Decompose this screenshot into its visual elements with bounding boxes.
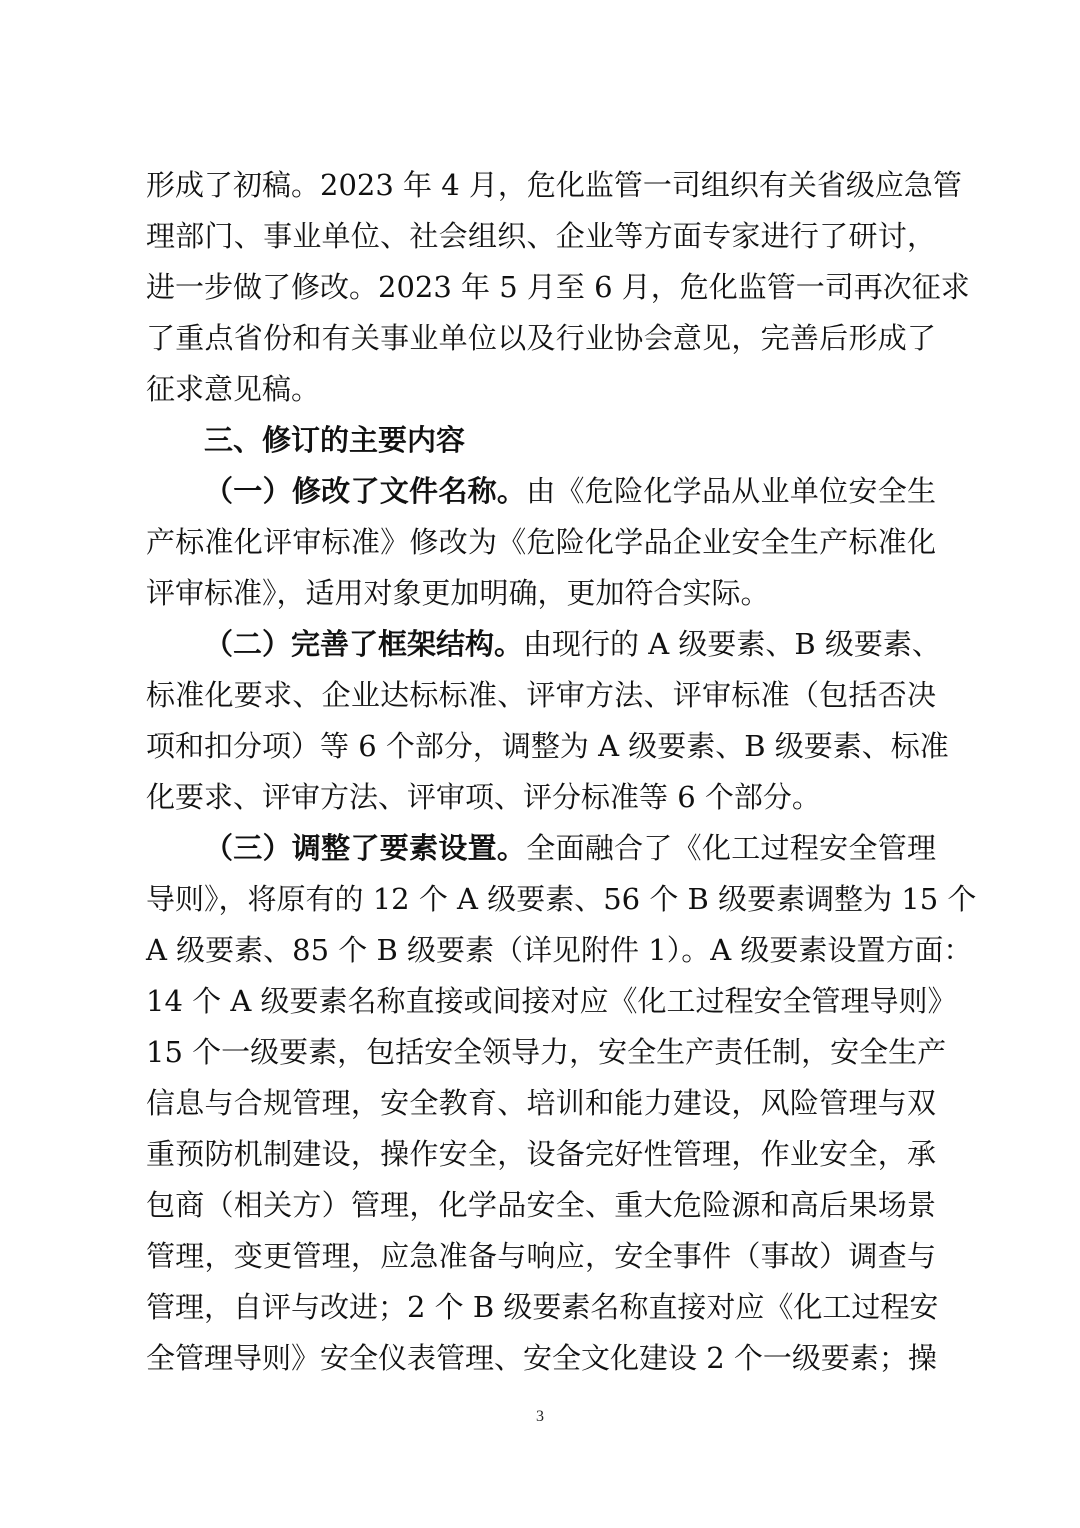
- text-line: 15 个一级要素，包括安全领导力，安全生产责任制，安全生产: [146, 1035, 947, 1069]
- text-line: [146, 619, 941, 670]
- text-line: 信息与合规管理，安全教育、培训和能力建设，风险管理与双: [146, 1086, 936, 1120]
- item-title: （二）完善了框架结构。: [204, 627, 524, 661]
- document-body: [146, 160, 977, 1384]
- text-line: 评审标准》，适用对象更加明确，更加符合实际。: [146, 576, 770, 610]
- section-heading: 三、修订的主要内容: [204, 423, 466, 457]
- text-line: 管理，自评与改进；2 个 B 级要素名称直接对应《化工过程安: [146, 1290, 939, 1324]
- text-line: [146, 823, 936, 874]
- paragraph-item-1: [146, 466, 936, 619]
- text-line: 包商（相关方）管理，化学品安全、重大危险源和高后果场景: [146, 1188, 936, 1222]
- item-text: 由现行的 A 级要素、B 级要素、: [523, 627, 941, 661]
- paragraph-item-2: [146, 619, 949, 823]
- text-line: 了重点省份和有关事业单位以及行业协会意见，完善后形成了: [146, 321, 936, 355]
- text-line: 理部门、事业单位、社会组织、企业等方面专家进行了研讨，: [146, 219, 936, 253]
- item-text: 由《危险化学品从业单位安全生: [526, 474, 936, 508]
- item-text: 全面融合了《化工过程安全管理: [526, 831, 936, 865]
- text-line: 全管理导则》安全仪表管理、安全文化建设 2 个一级要素；操: [146, 1341, 937, 1375]
- text-line: 化要求、评审方法、评审项、评分标准等 6 个部分。: [146, 780, 821, 814]
- text-line: 导则》，将原有的 12 个 A 级要素、56 个 B 级要素调整为 15 个: [146, 882, 977, 916]
- text-line: A 级要素、85 个 B 级要素（详见附件 1）。A 级要素设置方面：: [146, 933, 973, 967]
- text-line: 管理，变更管理，应急准备与响应，安全事件（事故）调查与: [146, 1239, 936, 1273]
- text-line: 产标准化评审标准》修改为《危险化学品企业安全生产标准化: [146, 525, 936, 559]
- text-line: [146, 466, 936, 517]
- text-line: 征求意见稿。: [146, 372, 321, 406]
- text-line: 进一步做了修改。2023 年 5 月至 6 月，危化监管一司再次征求: [146, 270, 970, 304]
- page-number: 3: [536, 1408, 544, 1425]
- text-line: 重预防机制建设，操作安全，设备完好性管理，作业安全，承: [146, 1137, 936, 1171]
- paragraph-item-3: [146, 823, 977, 1384]
- item-title: （一）修改了文件名称。: [204, 474, 527, 508]
- text-line: 标准化要求、企业达标标准、评审方法、评审标准（包括否决: [146, 678, 936, 712]
- text-line: 14 个 A 级要素名称直接或间接对应《化工过程安全管理导则》: [146, 984, 957, 1018]
- text-line: 形成了初稿。2023 年 4 月，危化监管一司组织有关省级应急管: [146, 168, 962, 202]
- text-line: 项和扣分项）等 6 个部分，调整为 A 级要素、B 级要素、标准: [146, 729, 949, 763]
- paragraph-drafting-process: [146, 160, 970, 415]
- item-title: （三）调整了要素设置。: [204, 831, 527, 865]
